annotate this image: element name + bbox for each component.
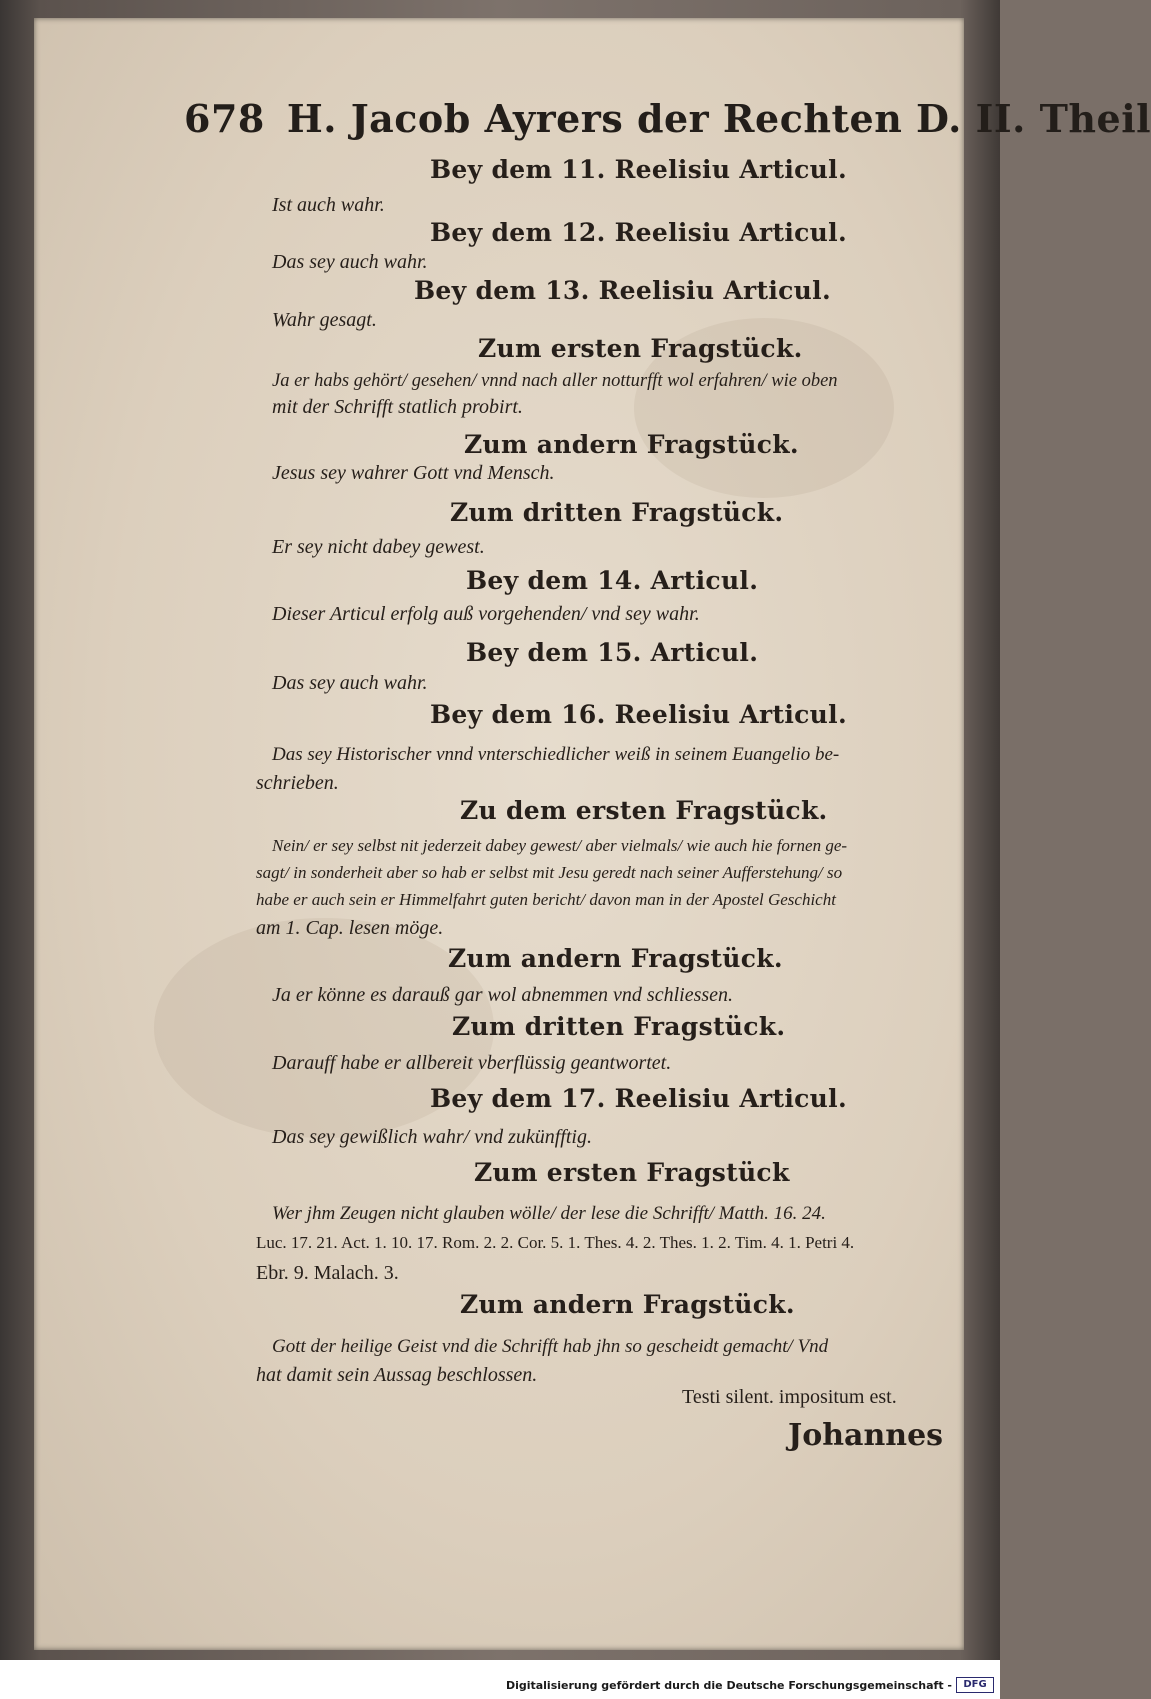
text-line: Dieser Articul erfolg auß vorgehenden/ vnd sey wahr. <box>272 603 700 625</box>
text-line: Wahr gesagt. <box>272 309 377 331</box>
dfg-logo: DFG <box>956 1677 994 1693</box>
text-line: Ist auch wahr. <box>272 194 385 216</box>
footer-credit: Digitalisierung gefördert durch die Deutsche Forschungsgemeinschaft - <box>505 1679 952 1692</box>
section-heading: Bey dem 14. Articul. <box>466 566 759 595</box>
text-line: sagt/ in sonderheit aber so hab er selbst mit Jesu geredt nach seiner Aufferstehung/ so <box>256 863 843 882</box>
section-heading: Bey dem 12. Reelisiu Articul. <box>430 218 847 247</box>
text-line: habe er auch sein er Himmelfahrt guten bericht/ davon man in der Apostel Geschicht <box>256 890 836 909</box>
text-line: Darauff habe er allbereit vberflüssig geantwortet. <box>272 1052 672 1074</box>
text-line: am 1. Cap. lesen möge. <box>256 917 444 939</box>
text-line: schrieben. <box>256 772 339 794</box>
text-line: Ebr. 9. Malach. 3. <box>256 1262 399 1284</box>
section-heading: Bey dem 13. Reelisiu Articul. <box>414 276 831 305</box>
text-line: Ja er habs gehört/ gesehen/ vnnd nach aller notturfft wol erfahren/ wie oben <box>272 371 838 391</box>
running-title: H. Jacob Ayrers der Rechten D. II. Theil <box>286 96 1151 141</box>
text-line: Jesus sey wahrer Gott vnd Mensch. <box>272 462 555 484</box>
catchword: Johannes <box>788 1418 944 1453</box>
text-line: hat damit sein Aussag beschlossen. <box>256 1364 538 1386</box>
page-number: 678 <box>184 96 265 141</box>
section-heading: Bey dem 11. Reelisiu Articul. <box>430 155 847 184</box>
section-heading: Bey dem 16. Reelisiu Articul. <box>430 700 847 729</box>
running-header <box>184 96 1151 156</box>
text-line: Testi silent. impositum est. <box>682 1386 897 1408</box>
text-line: Er sey nicht dabey gewest. <box>272 536 485 558</box>
section-heading: Zum dritten Fragstück. <box>452 1012 786 1041</box>
text-line: Das sey gewißlich wahr/ vnd zukünfftig. <box>272 1126 592 1148</box>
section-heading: Bey dem 17. Reelisiu Articul. <box>430 1084 847 1113</box>
section-heading: Zum dritten Fragstück. <box>450 498 784 527</box>
text-line: Nein/ er sey selbst nit jederzeit dabey gewest/ aber vielmals/ wie auch hie fornen ge- <box>272 836 848 855</box>
text-line: mit der Schrifft statlich probirt. <box>272 396 523 418</box>
section-heading: Zum ersten Fragstück <box>474 1158 790 1187</box>
section-heading: Zum andern Fragstück. <box>448 944 783 973</box>
section-heading: Zu dem ersten Fragstück. <box>460 796 828 825</box>
section-heading: Zum andern Fragstück. <box>464 430 799 459</box>
section-heading: Bey dem 15. Articul. <box>466 638 759 667</box>
text-line: Das sey auch wahr. <box>272 672 428 694</box>
text-line: Luc. 17. 21. Act. 1. 10. 17. Rom. 2. 2. Cor. 5. 1. Thes. 4. 2. Thes. 1. 2. Tim. 4. 1. Petri 4. <box>256 1233 855 1252</box>
text-line: Das sey auch wahr. <box>272 251 428 273</box>
text-line: Gott der heilige Geist vnd die Schrifft hab jhn so gescheidt gemacht/ Vnd <box>272 1336 829 1357</box>
section-heading: Zum ersten Fragstück. <box>478 334 803 363</box>
text-line: Wer jhm Zeugen nicht glauben wölle/ der lese die Schrifft/ Matth. 16. 24. <box>272 1203 826 1224</box>
text-line: Das sey Historischer vnnd vnterschiedlicher weiß in seinem Euangelio be- <box>272 744 840 765</box>
text-line: Ja er könne es darauß gar wol abnemmen vnd schliessen. <box>272 984 734 1006</box>
section-heading: Zum andern Fragstück. <box>460 1290 795 1319</box>
